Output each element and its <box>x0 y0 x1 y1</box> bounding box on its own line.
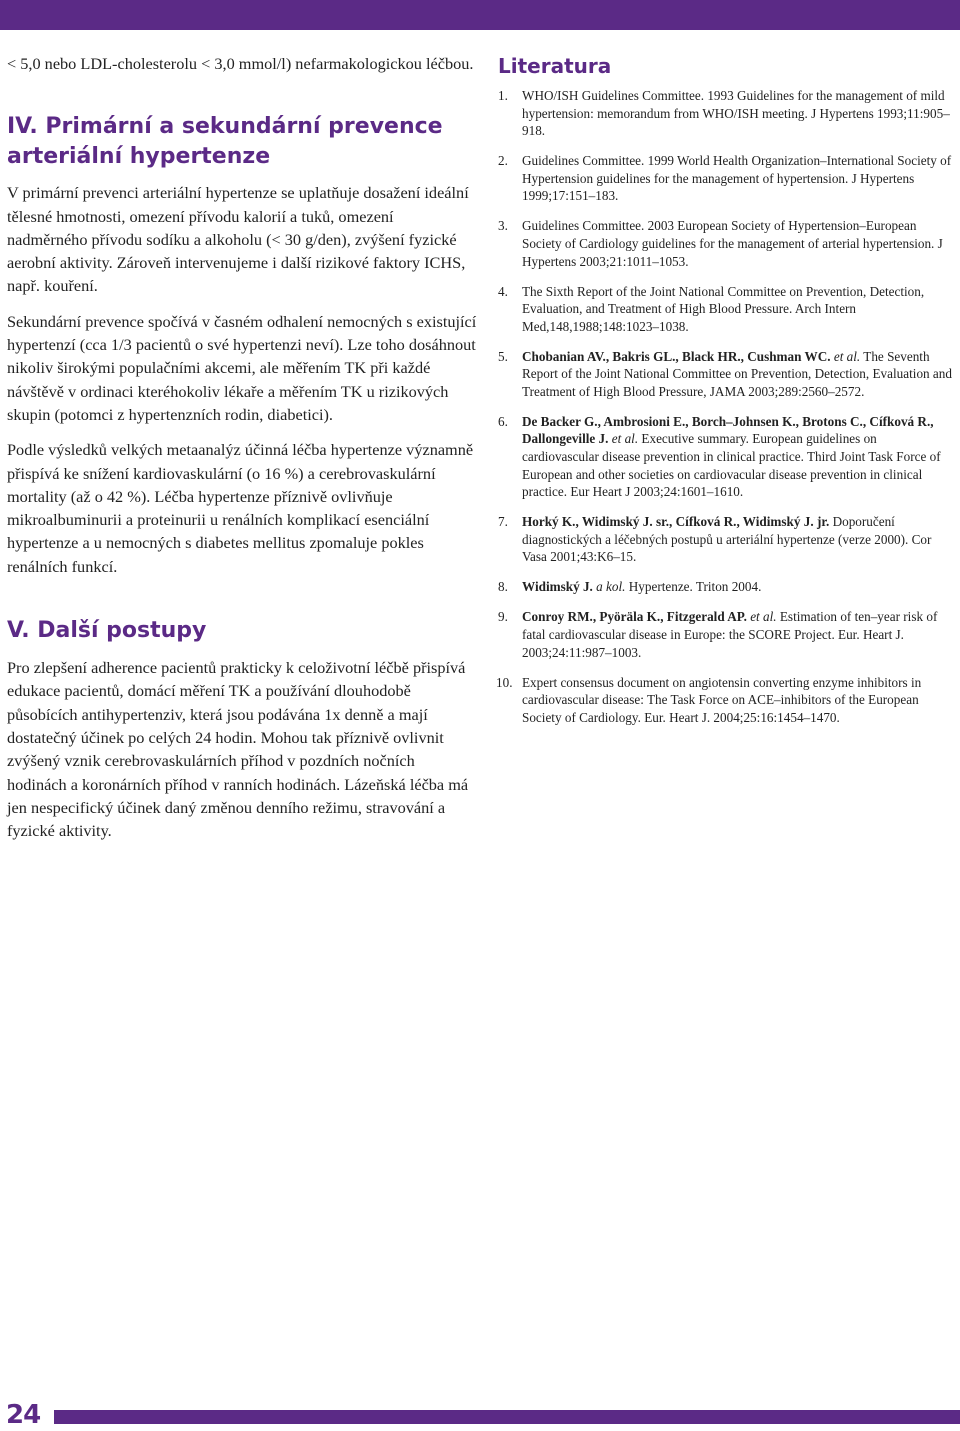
reference-number: 4. <box>498 283 508 299</box>
reference-authors: Chobanian AV., Bakris GL., Black HR., Cushman WC. <box>522 348 831 364</box>
reference-number: 7. <box>498 514 508 530</box>
top-decorative-bar <box>0 0 960 30</box>
literature-heading: Literatura <box>498 54 612 78</box>
left-column <box>7 52 477 842</box>
reference-authors: De Backer G., Ambrosioni E., Borch–Johnsen K., Brotons C., Cífková R., Dallongeville J. <box>522 413 934 447</box>
section-iv-paragraph-1: V primární prevenci arteriální hypertenze se uplatňuje dosažení ideální tělesné hmotnosti, omezení přívodu kalorií a tuků, omezení nadměrného přívodu sodíku a alkoholu (< 30 g/den), zvýšení fyzické aerobní aktivity. Zároveň intervenujeme i další rizikové faktory ICHS, např. kouření. <box>7 183 469 296</box>
bottom-decorative-bar <box>54 1410 960 1424</box>
reference-text: Expert consensus document on angiotensin converting enzyme inhibitors in cardiovascular disease: The Task Force on ACE–inhibitors of the European Society of Cardiology. Eur. Heart J. 2004;25:16:1454–1470. <box>522 674 922 725</box>
reference-item <box>498 674 953 727</box>
reference-number: 5. <box>498 348 508 364</box>
section-iv-heading: IV. Primární a sekundární prevence arteriální hypertenze <box>7 114 443 170</box>
reference-number: 8. <box>498 579 508 595</box>
section-iv-paragraph-3: Podle výsledků velkých metaanalýz účinná léčba hypertenze významně přispívá ke snížení kardiovaskulární (o 16 %) a cerebrovaskulární mortality (až o 42 %). Léčba hypertenze příznivě ovlivňuje mikroalbuminurii a proteinurii u renálních komplikací esenciální hypertenze a u nemocných s diabetes mellitus zpomaluje pokles renálních funkcí. <box>7 440 474 576</box>
reference-text: Hypertenze. Triton 2004. <box>628 579 762 595</box>
reference-item <box>498 348 953 401</box>
reference-authors: Horký K., Widimský J. sr., Cífková R., Widimský J. jr. <box>522 514 830 530</box>
section-v-heading: V. Další postupy <box>7 618 207 644</box>
reference-item <box>498 413 953 501</box>
reference-number: 2. <box>498 153 508 169</box>
literature-column <box>498 52 953 739</box>
reference-authors: Conroy RM., Pyöräla K., Fitzgerald AP. <box>522 609 747 625</box>
reference-item <box>498 608 953 661</box>
reference-number: 9. <box>498 609 508 625</box>
reference-item <box>498 283 953 336</box>
reference-text: Executive summary. European guidelines on cardiovascular disease prevention in clinical practice. Third Joint Task Force of European and other societies on cardiovacular disease prevention in clinical practice. Eur Heart J 2003;24:1601–1610. <box>522 431 941 500</box>
reference-number: 10. <box>496 674 513 690</box>
reference-item <box>498 578 953 596</box>
reference-item <box>498 152 953 205</box>
reference-etal: et al. <box>833 348 861 364</box>
reference-number: 3. <box>498 218 508 234</box>
section-v-paragraph-1: Pro zlepšení adherence pacientů prakticky k celoživotní léčbě přispívá edukace pacientů, domácí měření TK a používání dlouhodobě působících antihypertenziv, která jsou podávána 1x denně a mají dostatečný účinek po celých 24 hodin. Mohou tak příznivě ovlivnit zvýšený vznik cerebrovaskulárních příhod v pozdních nočních hodinách a koronárních příhod v ranních hodinách. Lázeňská léčba má jen nespecifický účinek daný změnou denního režimu, stravování a fyzické aktivity. <box>7 658 469 841</box>
reference-text: The Sixth Report of the Joint National Committee on Prevention, Detection, Evaluation, and Treatment of High Blood Pressure. Arch Intern Med,148,1988;148:1023–1038. <box>522 283 925 334</box>
reference-text: Guidelines Committee. 1999 World Health Organization–International Society of Hypertension guidelines for the management of hypertension. J Hypertens 1999;17:151–183. <box>522 153 952 204</box>
page-number: 24 <box>6 1400 41 1430</box>
reference-item <box>498 217 953 270</box>
reference-item <box>498 513 953 566</box>
reference-text: Estimation of ten–year risk of fatal cardiovascular disease in Europe: the SCORE Project. Eur. Heart J. 2003;24:11:987–1003. <box>522 609 938 660</box>
reference-etal: a kol. <box>596 579 626 595</box>
reference-text: The Seventh Report of the Joint National Committee on Prevention, Detection, Evaluation and Treatment of High Blood Pressure, JAMA 2003;289:2560–2572. <box>522 348 952 399</box>
reference-etal: et al. <box>750 609 777 625</box>
section-iv-paragraph-2: Sekundární prevence spočívá v časném odhalení nemocných s existující hypertenzí (cca 1/3 pacientů o své hypertenzi neví). Lze toho dosáhnout nikoliv širokými populačními akcemi, ale měřením TK při každé návštěvě v ordinaci kteréhokoliv lékaře a měřením TK u rizikových skupin (potomci z hypertenzních rodin, diabetici). <box>7 311 477 424</box>
reference-etal: et al. <box>611 431 639 447</box>
reference-number: 1. <box>498 88 508 103</box>
reference-number: 6. <box>498 413 508 429</box>
reference-item <box>498 87 953 140</box>
intro-paragraph: < 5,0 nebo LDL-cholesterolu < 3,0 mmol/l) nefarmakologickou léčbou. <box>7 54 474 73</box>
reference-text: Doporučení diagnostických a léčebných postupů u arteriální hypertenze (verze 2000). Cor Vasa 2001;43:K6–15. <box>522 514 932 565</box>
reference-text: WHO/ISH Guidelines Committee. 1993 Guidelines for the management of mild hypertension: memorandum from WHO/ISH meeting. J Hypertens 1993;11:905–918. <box>522 88 950 139</box>
reference-text: Guidelines Committee. 2003 European Society of Hypertension–European Society of Cardiology guidelines for the management of arterial hypertension. J Hypertens 2003;21:1011–1053. <box>522 218 943 269</box>
reference-authors: Widimský J. <box>522 579 593 595</box>
